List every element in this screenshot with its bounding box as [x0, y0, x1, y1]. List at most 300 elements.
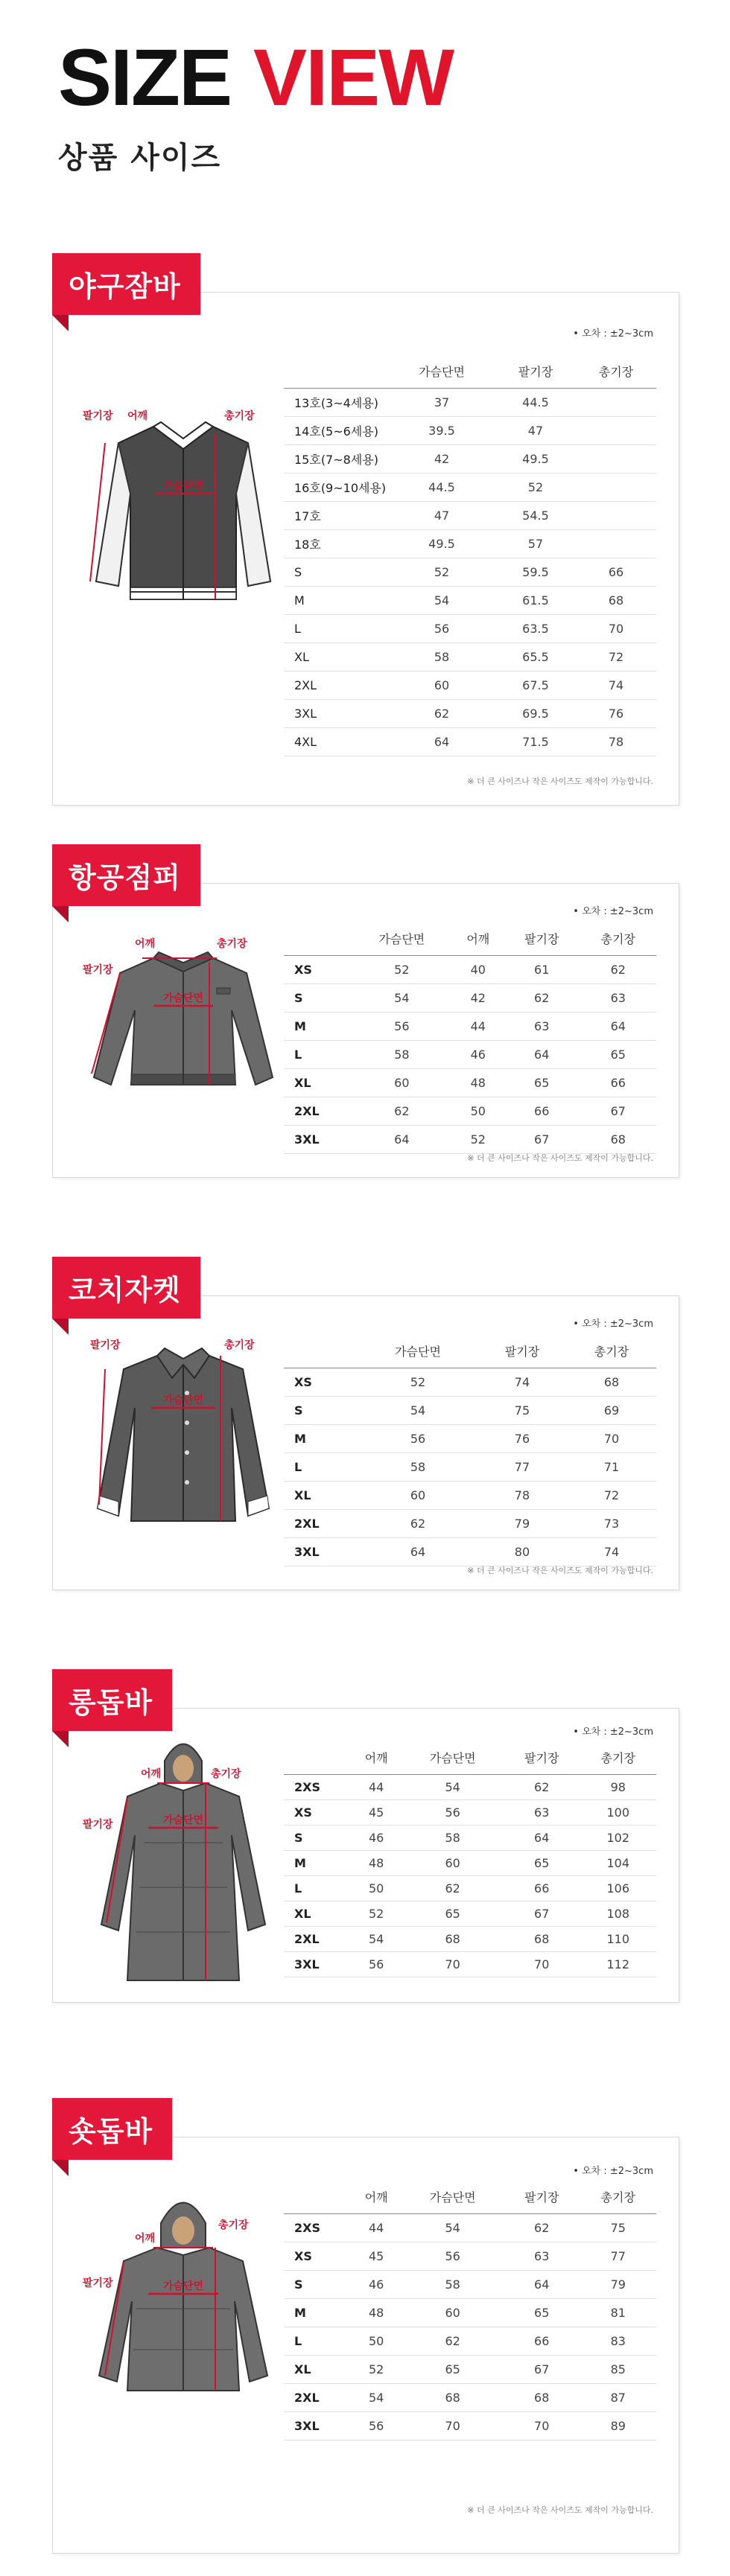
measurement-cell: 47 — [388, 501, 495, 529]
size-label-cell: 4XL — [284, 727, 388, 756]
measurement-cell: 78 — [477, 1481, 567, 1509]
measurement-cell: 47 — [495, 416, 576, 444]
tolerance-note: • 오차 : ±2~3cm — [573, 2166, 653, 2177]
measurement-cell: 65 — [504, 2298, 580, 2327]
measurement-cell: 54 — [358, 1396, 477, 1424]
measurement-cell: 44.5 — [388, 473, 495, 501]
measurement-cell: 100 — [580, 1799, 656, 1825]
measurement-cell: 44.5 — [495, 388, 576, 416]
table-row — [284, 1774, 656, 1799]
measurement-cell: 67 — [504, 1125, 580, 1153]
measurement-cell: 49.5 — [388, 529, 495, 558]
size-label-cell: XS — [284, 1799, 351, 1825]
size-table — [284, 1335, 656, 1566]
measurement-cell: 108 — [580, 1901, 656, 1926]
table-row — [284, 983, 656, 1012]
section-title: 코치자켓 — [52, 1257, 200, 1319]
measurement-cell: 54 — [351, 1926, 402, 1951]
measurement-cell: 65 — [580, 1040, 656, 1068]
table-row — [284, 444, 656, 473]
chest-label: 가슴단면 — [162, 1814, 204, 1826]
size-label-cell: S — [284, 558, 388, 586]
measurement-cell: 37 — [388, 388, 495, 416]
title-size: SIZE — [58, 32, 232, 122]
measurement-cell: 52 — [358, 1368, 477, 1396]
coach-jacket-icon — [83, 1326, 284, 1534]
table-row — [284, 699, 656, 727]
measurement-cell: 54 — [402, 1774, 504, 1799]
table-row — [284, 727, 656, 756]
size-label-cell: 18호 — [284, 529, 388, 558]
measurement-cell: 60 — [351, 1068, 453, 1097]
measurement-cell: 52 — [495, 473, 576, 501]
measurement-cell: 56 — [402, 1799, 504, 1825]
table-row — [284, 2242, 656, 2270]
measurement-cell: 98 — [580, 1774, 656, 1799]
measurement-cell: 46 — [453, 1040, 504, 1068]
measurement-cell: 65 — [402, 1901, 504, 1926]
size-table — [284, 355, 656, 756]
short-coat-icon — [83, 2190, 284, 2413]
size-label-cell: XS — [284, 2242, 351, 2270]
sleeve-label: 팔기장 — [83, 1819, 113, 1831]
measurement-cell: 62 — [402, 2327, 504, 2355]
table-row — [284, 1537, 656, 1566]
measurement-cell: 42 — [453, 983, 504, 1012]
measurement-cell: 54 — [402, 2213, 504, 2242]
length-label: 총기장 — [224, 410, 255, 422]
measurement-cell: 64 — [351, 1125, 453, 1153]
measurement-cell: 66 — [504, 1097, 580, 1125]
measurement-cell: 78 — [576, 727, 656, 756]
measurement-cell: 56 — [351, 1951, 402, 1977]
size-panel — [52, 1708, 679, 2003]
measurement-cell: 64 — [580, 1012, 656, 1040]
measurement-cell: 61 — [504, 955, 580, 983]
measurement-cell: 60 — [358, 1481, 477, 1509]
measurement-cell: 64 — [358, 1537, 477, 1566]
measurement-cell: 48 — [351, 2298, 402, 2327]
measurement-cell: 60 — [388, 671, 495, 699]
size-label-cell: XS — [284, 955, 351, 983]
measurement-cell: 54 — [388, 586, 495, 614]
table-row — [284, 1875, 656, 1901]
measurement-cell — [576, 388, 656, 416]
measurement-cell: 70 — [567, 1424, 656, 1453]
measurement-cell: 54 — [351, 983, 453, 1012]
chest-label: 가슴단면 — [162, 2280, 204, 2292]
measurement-cell: 62 — [402, 1875, 504, 1901]
flight-jumper-icon — [83, 928, 284, 1107]
measurement-cell: 50 — [453, 1097, 504, 1125]
size-label-cell: 16호(9~10세용) — [284, 473, 388, 501]
size-panel — [52, 292, 679, 806]
shoulder-label: 어깨 — [127, 410, 148, 422]
size-table — [284, 922, 656, 1154]
table-row — [284, 1850, 656, 1875]
measurement-cell: 66 — [504, 2327, 580, 2355]
table-row — [284, 671, 656, 699]
measurement-cell: 68 — [504, 2383, 580, 2411]
table-row — [284, 529, 656, 558]
measurement-cell: 46 — [351, 2270, 402, 2298]
custom-size-note: ※ 더 큰 사이즈나 작은 사이즈도 제작이 가능합니다. — [467, 777, 653, 786]
measurement-cell: 59.5 — [495, 558, 576, 586]
table-row — [284, 416, 656, 444]
table-row — [284, 1368, 656, 1396]
table-row — [284, 1424, 656, 1453]
table-row — [284, 643, 656, 671]
measurement-cell: 64 — [504, 1825, 580, 1850]
measurement-cell: 80 — [477, 1537, 567, 1566]
measurement-cell: 70 — [402, 1951, 504, 1977]
chest-label: 가슴단면 — [162, 1394, 204, 1406]
measurement-cell: 67 — [580, 1097, 656, 1125]
measurement-cell: 56 — [402, 2242, 504, 2270]
measurement-cell: 63.5 — [495, 614, 576, 643]
measurement-cell: 65.5 — [495, 643, 576, 671]
table-row — [284, 1481, 656, 1509]
measurement-cell: 63 — [504, 1799, 580, 1825]
table-row — [284, 501, 656, 529]
measurement-cell: 56 — [351, 2411, 402, 2440]
shoulder-label: 어깨 — [141, 1768, 162, 1780]
measurement-cell: 49.5 — [495, 444, 576, 473]
measurement-cell: 70 — [504, 1951, 580, 1977]
measurement-cell: 61.5 — [495, 586, 576, 614]
measurement-cell: 39.5 — [388, 416, 495, 444]
measurement-cell: 57 — [495, 529, 576, 558]
measurement-cell: 87 — [580, 2383, 656, 2411]
size-table — [284, 2181, 656, 2440]
measurement-cell: 60 — [402, 2298, 504, 2327]
measurement-cell: 48 — [453, 1068, 504, 1097]
section-flight-jumper — [52, 844, 679, 1163]
chest-label: 가슴단면 — [162, 992, 204, 1004]
table-header-row: 가슴단면 어깨 팔기장 총기장 — [284, 922, 656, 955]
measurement-cell: 52 — [388, 558, 495, 586]
flight-jumper-illustration — [83, 928, 284, 1107]
size-label-cell: XL — [284, 1901, 351, 1926]
measurement-cell: 70 — [504, 2411, 580, 2440]
table-row — [284, 614, 656, 643]
long-coat-icon — [83, 1731, 284, 1984]
measurement-cell: 65 — [504, 1068, 580, 1097]
measurement-cell — [576, 473, 656, 501]
table-row — [284, 1825, 656, 1850]
measurement-cell: 66 — [580, 1068, 656, 1097]
size-label-cell: S — [284, 983, 351, 1012]
size-label-cell: L — [284, 2327, 351, 2355]
table-header-row: 가슴단면 팔기장 총기장 — [284, 355, 656, 388]
size-label-cell: 2XL — [284, 1097, 351, 1125]
size-label-cell: XS — [284, 1368, 358, 1396]
table-row — [284, 1396, 656, 1424]
measurement-cell: 68 — [402, 2383, 504, 2411]
size-label-cell: 3XL — [284, 1537, 358, 1566]
measurement-cell: 72 — [567, 1481, 656, 1509]
measurement-cell: 56 — [388, 614, 495, 643]
size-label-cell: S — [284, 2270, 351, 2298]
measurement-cell: 70 — [402, 2411, 504, 2440]
table-row — [284, 1799, 656, 1825]
size-label-cell: 2XS — [284, 2213, 351, 2242]
size-label-cell: S — [284, 1396, 358, 1424]
size-label-cell: XL — [284, 1481, 358, 1509]
size-label-cell: 14호(5~6세용) — [284, 416, 388, 444]
measurement-cell: 74 — [477, 1368, 567, 1396]
size-label-cell: M — [284, 586, 388, 614]
section-title: 야구잠바 — [52, 253, 200, 315]
measurement-cell: 66 — [576, 558, 656, 586]
table-header-row: 어깨 가슴단면 팔기장 총기장 — [284, 1741, 656, 1774]
size-label-cell: 17호 — [284, 501, 388, 529]
shoulder-label: 어깨 — [135, 938, 156, 950]
measurement-cell — [576, 501, 656, 529]
measurement-cell: 85 — [580, 2355, 656, 2383]
measurement-cell: 63 — [504, 1012, 580, 1040]
measurement-cell: 67 — [504, 1901, 580, 1926]
table-row — [284, 2355, 656, 2383]
measurement-cell: 40 — [453, 955, 504, 983]
measurement-cell: 52 — [453, 1125, 504, 1153]
measurement-cell: 58 — [351, 1040, 453, 1068]
section-title: 롱돕바 — [52, 1669, 172, 1731]
table-row — [284, 558, 656, 586]
measurement-cell: 44 — [351, 2213, 402, 2242]
measurement-cell: 76 — [576, 699, 656, 727]
size-label-cell: S — [284, 1825, 351, 1850]
table-row — [284, 2213, 656, 2242]
table-row — [284, 2411, 656, 2440]
measurement-cell: 46 — [351, 1825, 402, 1850]
measurement-cell: 64 — [504, 1040, 580, 1068]
measurement-cell: 50 — [351, 2327, 402, 2355]
measurement-cell: 48 — [351, 1850, 402, 1875]
table-row — [284, 1926, 656, 1951]
measurement-cell: 62 — [580, 955, 656, 983]
custom-size-note: ※ 더 큰 사이즈나 작은 사이즈도 제작이 가능합니다. — [467, 2505, 653, 2515]
tolerance-note: • 오차 : ±2~3cm — [573, 1319, 653, 1330]
size-label-cell: L — [284, 1453, 358, 1481]
measurement-cell: 62 — [504, 2213, 580, 2242]
measurement-cell: 60 — [402, 1850, 504, 1875]
size-label-cell: 13호(3~4세용) — [284, 388, 388, 416]
section-title: 숏돕바 — [52, 2098, 172, 2160]
measurement-cell: 62 — [504, 983, 580, 1012]
length-label: 총기장 — [218, 2219, 249, 2231]
table-row — [284, 1951, 656, 1977]
measurement-cell: 68 — [567, 1368, 656, 1396]
measurement-cell: 71 — [567, 1453, 656, 1481]
measurement-cell: 66 — [504, 1875, 580, 1901]
sleeve-label: 팔기장 — [83, 964, 113, 976]
tolerance-note: • 오차 : ±2~3cm — [573, 906, 653, 917]
section-short-padded-coat — [52, 2098, 679, 2515]
measurement-cell: 67.5 — [495, 671, 576, 699]
section-coach-jacket — [52, 1257, 679, 1575]
measurement-cell: 69 — [567, 1396, 656, 1424]
measurement-cell: 65 — [402, 2355, 504, 2383]
measurement-cell: 76 — [477, 1424, 567, 1453]
measurement-cell: 45 — [351, 2242, 402, 2270]
custom-size-note: ※ 더 큰 사이즈나 작은 사이즈도 제작이 가능합니다. — [467, 1566, 653, 1575]
table-row — [284, 1125, 656, 1153]
measurement-cell: 75 — [477, 1396, 567, 1424]
size-label-cell: 2XS — [284, 1774, 351, 1799]
size-label-cell: M — [284, 1012, 351, 1040]
section-baseball-jacket — [52, 253, 679, 786]
size-label-cell: L — [284, 1040, 351, 1068]
measurement-cell: 112 — [580, 1951, 656, 1977]
measurement-cell: 62 — [388, 699, 495, 727]
measurement-cell: 83 — [580, 2327, 656, 2355]
measurement-cell: 89 — [580, 2411, 656, 2440]
measurement-cell: 58 — [402, 1825, 504, 1850]
table-row — [284, 955, 656, 983]
tolerance-note: • 오차 : ±2~3cm — [573, 1727, 653, 1738]
measurement-cell: 58 — [388, 643, 495, 671]
sleeve-label: 팔기장 — [90, 1339, 121, 1351]
size-label-cell: M — [284, 2298, 351, 2327]
custom-size-note: ※ 더 큰 사이즈나 작은 사이즈도 제작이 가능합니다. — [467, 1153, 653, 1163]
table-row — [284, 388, 656, 416]
measurement-cell: 71.5 — [495, 727, 576, 756]
short-coat-illustration — [83, 2190, 284, 2413]
measurement-cell — [576, 529, 656, 558]
measurement-cell: 52 — [351, 955, 453, 983]
table-row — [284, 473, 656, 501]
measurement-cell: 110 — [580, 1926, 656, 1951]
size-label-cell: 3XL — [284, 699, 388, 727]
measurement-cell: 74 — [567, 1537, 656, 1566]
size-label-cell: XL — [284, 2355, 351, 2383]
length-label: 총기장 — [224, 1339, 255, 1351]
measurement-cell: 45 — [351, 1799, 402, 1825]
measurement-cell: 56 — [358, 1424, 477, 1453]
size-label-cell: 15호(7~8세용) — [284, 444, 388, 473]
measurement-cell: 62 — [358, 1509, 477, 1537]
measurement-cell: 72 — [576, 643, 656, 671]
measurement-cell: 67 — [504, 2355, 580, 2383]
size-label-cell: 2XL — [284, 2383, 351, 2411]
chest-label: 가슴단면 — [162, 480, 204, 492]
measurement-cell: 54.5 — [495, 501, 576, 529]
table-row — [284, 1068, 656, 1097]
section-long-padded-coat — [52, 1669, 679, 1971]
measurement-cell: 75 — [580, 2213, 656, 2242]
size-label-cell: L — [284, 1875, 351, 1901]
title-view: VIEW — [253, 32, 454, 122]
long-coat-illustration — [83, 1731, 284, 1984]
measurement-cell: 68 — [504, 1926, 580, 1951]
table-row — [284, 586, 656, 614]
size-label-cell: XL — [284, 1068, 351, 1097]
section-title: 항공점퍼 — [52, 844, 200, 906]
measurement-cell: 44 — [351, 1774, 402, 1799]
measurement-cell: 64 — [504, 2270, 580, 2298]
length-label: 총기장 — [217, 938, 247, 950]
size-table — [284, 1741, 656, 1977]
table-row — [284, 1453, 656, 1481]
measurement-cell: 58 — [402, 2270, 504, 2298]
measurement-cell: 69.5 — [495, 699, 576, 727]
measurement-cell: 63 — [580, 983, 656, 1012]
size-label-cell: XL — [284, 643, 388, 671]
table-row — [284, 2298, 656, 2327]
measurement-cell: 42 — [388, 444, 495, 473]
measurement-cell: 68 — [580, 1125, 656, 1153]
table-header-row: 어깨 가슴단면 팔기장 총기장 — [284, 2181, 656, 2213]
size-label-cell: L — [284, 614, 388, 643]
measurement-cell: 79 — [580, 2270, 656, 2298]
measurement-cell: 52 — [351, 2355, 402, 2383]
measurement-cell: 79 — [477, 1509, 567, 1537]
size-label-cell: M — [284, 1424, 358, 1453]
measurement-cell: 73 — [567, 1509, 656, 1537]
size-label-cell: 3XL — [284, 2411, 351, 2440]
measurement-cell: 50 — [351, 1875, 402, 1901]
table-row — [284, 2383, 656, 2411]
measurement-cell: 104 — [580, 1850, 656, 1875]
table-row — [284, 2327, 656, 2355]
measurement-cell: 44 — [453, 1012, 504, 1040]
measurement-cell: 81 — [580, 2298, 656, 2327]
measurement-cell — [576, 444, 656, 473]
baseball-jacket-icon — [83, 404, 284, 628]
length-label: 총기장 — [211, 1768, 241, 1780]
tolerance-note: • 오차 : ±2~3cm — [573, 328, 653, 339]
measurement-cell: 77 — [580, 2242, 656, 2270]
shoulder-label: 어깨 — [135, 2233, 156, 2245]
measurement-cell: 68 — [402, 1926, 504, 1951]
page-title — [58, 32, 454, 122]
size-label-cell: 3XL — [284, 1951, 351, 1977]
size-label-cell: 2XL — [284, 1509, 358, 1537]
sleeve-label: 팔기장 — [83, 2277, 113, 2289]
size-label-cell: 3XL — [284, 1125, 351, 1153]
table-row — [284, 2270, 656, 2298]
measurement-cell: 58 — [358, 1453, 477, 1481]
measurement-cell: 62 — [351, 1097, 453, 1125]
measurement-cell: 106 — [580, 1875, 656, 1901]
measurement-cell: 64 — [388, 727, 495, 756]
table-row — [284, 1097, 656, 1125]
measurement-cell: 70 — [576, 614, 656, 643]
measurement-cell: 62 — [504, 1774, 580, 1799]
table-header-row: 가슴단면 팔기장 총기장 — [284, 1335, 656, 1368]
measurement-cell: 65 — [504, 1850, 580, 1875]
measurement-cell — [576, 416, 656, 444]
measurement-cell: 68 — [576, 586, 656, 614]
sleeve-label: 팔기장 — [83, 410, 113, 422]
table-row — [284, 1040, 656, 1068]
measurement-cell: 52 — [351, 1901, 402, 1926]
size-panel — [52, 883, 679, 1178]
size-label-cell: M — [284, 1850, 351, 1875]
table-row — [284, 1509, 656, 1537]
size-panel — [52, 1295, 679, 1590]
size-label-cell: 2XL — [284, 1926, 351, 1951]
measurement-cell: 74 — [576, 671, 656, 699]
page-subtitle: 상품 사이즈 — [58, 141, 222, 175]
page-header — [58, 32, 454, 176]
measurement-cell: 102 — [580, 1825, 656, 1850]
measurement-cell: 63 — [504, 2242, 580, 2270]
size-label-cell: 2XL — [284, 671, 388, 699]
table-row — [284, 1012, 656, 1040]
coach-jacket-illustration — [83, 1326, 284, 1534]
